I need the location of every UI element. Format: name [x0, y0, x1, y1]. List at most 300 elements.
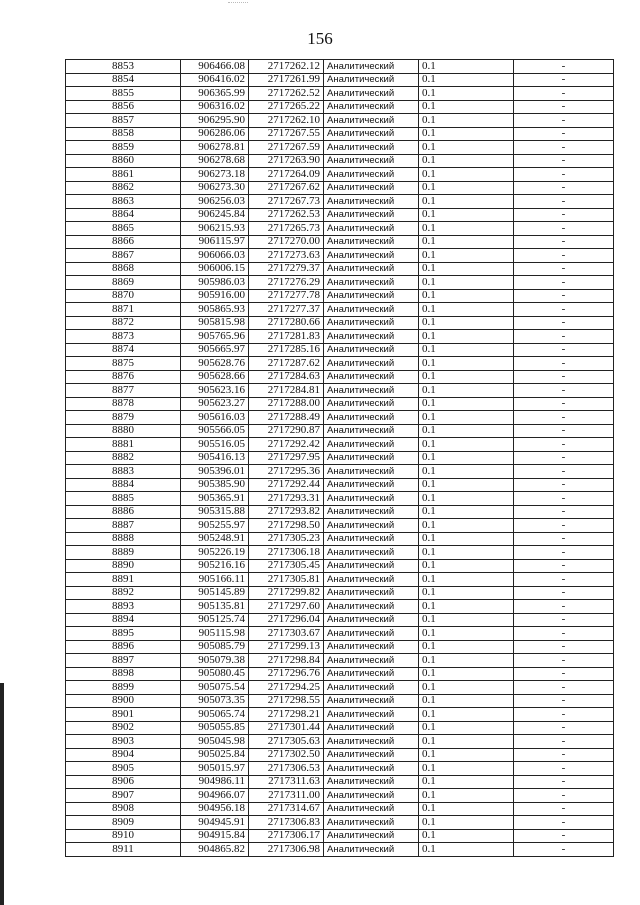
note-cell: - — [514, 262, 614, 276]
accuracy-cell: 0.1 — [419, 802, 514, 816]
note-cell: - — [514, 748, 614, 762]
y-coordinate-cell: 2717273.63 — [249, 249, 324, 263]
table-row — [66, 789, 614, 803]
note-cell: - — [514, 640, 614, 654]
note-cell: - — [514, 762, 614, 776]
y-coordinate-cell: 2717306.83 — [249, 816, 324, 830]
method-cell: Аналитический — [324, 397, 419, 411]
y-coordinate-cell: 2717305.23 — [249, 532, 324, 546]
method-cell: Аналитический — [324, 667, 419, 681]
x-coordinate-cell: 906416.02 — [181, 73, 249, 87]
table-row — [66, 559, 614, 573]
x-coordinate-cell: 905145.89 — [181, 586, 249, 600]
point-number-cell: 8853 — [66, 60, 181, 74]
x-coordinate-cell: 905865.93 — [181, 303, 249, 317]
y-coordinate-cell: 2717288.49 — [249, 411, 324, 425]
point-number-cell: 8905 — [66, 762, 181, 776]
table-row — [66, 654, 614, 668]
y-coordinate-cell: 2717290.87 — [249, 424, 324, 438]
note-cell: - — [514, 397, 614, 411]
point-number-cell: 8863 — [66, 195, 181, 209]
table-row — [66, 222, 614, 236]
method-cell: Аналитический — [324, 208, 419, 222]
point-number-cell: 8854 — [66, 73, 181, 87]
point-number-cell: 8901 — [66, 708, 181, 722]
point-number-cell: 8897 — [66, 654, 181, 668]
point-number-cell: 8904 — [66, 748, 181, 762]
accuracy-cell: 0.1 — [419, 667, 514, 681]
accuracy-cell: 0.1 — [419, 559, 514, 573]
y-coordinate-cell: 2717305.81 — [249, 573, 324, 587]
note-cell: - — [514, 789, 614, 803]
table-row — [66, 829, 614, 843]
point-number-cell: 8870 — [66, 289, 181, 303]
accuracy-cell: 0.1 — [419, 222, 514, 236]
point-number-cell: 8885 — [66, 492, 181, 506]
x-coordinate-cell: 905566.05 — [181, 424, 249, 438]
point-number-cell: 8855 — [66, 87, 181, 101]
table-row — [66, 762, 614, 776]
x-coordinate-cell: 906286.06 — [181, 127, 249, 141]
accuracy-cell: 0.1 — [419, 640, 514, 654]
point-number-cell: 8861 — [66, 168, 181, 182]
table-row — [66, 181, 614, 195]
note-cell: - — [514, 87, 614, 101]
table-row — [66, 424, 614, 438]
accuracy-cell: 0.1 — [419, 748, 514, 762]
x-coordinate-cell: 904986.11 — [181, 775, 249, 789]
table-row — [66, 478, 614, 492]
table-row — [66, 505, 614, 519]
accuracy-cell: 0.1 — [419, 87, 514, 101]
point-number-cell: 8887 — [66, 519, 181, 533]
note-cell: - — [514, 843, 614, 857]
note-cell: - — [514, 708, 614, 722]
note-cell: - — [514, 208, 614, 222]
accuracy-cell: 0.1 — [419, 235, 514, 249]
x-coordinate-cell: 906245.84 — [181, 208, 249, 222]
point-number-cell: 8862 — [66, 181, 181, 195]
accuracy-cell: 0.1 — [419, 478, 514, 492]
y-coordinate-cell: 2717311.63 — [249, 775, 324, 789]
point-number-cell: 8859 — [66, 141, 181, 155]
accuracy-cell: 0.1 — [419, 789, 514, 803]
accuracy-cell: 0.1 — [419, 694, 514, 708]
method-cell: Аналитический — [324, 573, 419, 587]
note-cell: - — [514, 667, 614, 681]
note-cell: - — [514, 330, 614, 344]
point-number-cell: 8890 — [66, 559, 181, 573]
accuracy-cell: 0.1 — [419, 289, 514, 303]
method-cell: Аналитический — [324, 168, 419, 182]
note-cell: - — [514, 694, 614, 708]
table-row — [66, 627, 614, 641]
x-coordinate-cell: 905986.03 — [181, 276, 249, 290]
x-coordinate-cell: 906066.03 — [181, 249, 249, 263]
page-number: 156 — [307, 29, 333, 48]
note-cell: - — [514, 249, 614, 263]
accuracy-cell: 0.1 — [419, 775, 514, 789]
x-coordinate-cell: 905226.19 — [181, 546, 249, 560]
table-row — [66, 573, 614, 587]
accuracy-cell: 0.1 — [419, 127, 514, 141]
y-coordinate-cell: 2717277.37 — [249, 303, 324, 317]
method-cell: Аналитический — [324, 694, 419, 708]
point-number-cell: 8856 — [66, 100, 181, 114]
method-cell: Аналитический — [324, 829, 419, 843]
method-cell: Аналитический — [324, 681, 419, 695]
x-coordinate-cell: 906115.97 — [181, 235, 249, 249]
table-row — [66, 397, 614, 411]
x-coordinate-cell: 905623.27 — [181, 397, 249, 411]
table-row — [66, 438, 614, 452]
y-coordinate-cell: 2717297.95 — [249, 451, 324, 465]
point-number-cell: 8874 — [66, 343, 181, 357]
note-cell: - — [514, 384, 614, 398]
y-coordinate-cell: 2717303.67 — [249, 627, 324, 641]
y-coordinate-cell: 2717298.21 — [249, 708, 324, 722]
table-row — [66, 262, 614, 276]
point-number-cell: 8900 — [66, 694, 181, 708]
table-row — [66, 289, 614, 303]
x-coordinate-cell: 905166.11 — [181, 573, 249, 587]
y-coordinate-cell: 2717298.55 — [249, 694, 324, 708]
table-row — [66, 451, 614, 465]
y-coordinate-cell: 2717295.36 — [249, 465, 324, 479]
table-row — [66, 519, 614, 533]
point-number-cell: 8906 — [66, 775, 181, 789]
note-cell: - — [514, 573, 614, 587]
y-coordinate-cell: 2717293.31 — [249, 492, 324, 506]
accuracy-cell: 0.1 — [419, 519, 514, 533]
y-coordinate-cell: 2717297.60 — [249, 600, 324, 614]
accuracy-cell: 0.1 — [419, 546, 514, 560]
method-cell: Аналитический — [324, 802, 419, 816]
y-coordinate-cell: 2717281.83 — [249, 330, 324, 344]
note-cell: - — [514, 235, 614, 249]
table-row — [66, 100, 614, 114]
y-coordinate-cell: 2717306.53 — [249, 762, 324, 776]
accuracy-cell: 0.1 — [419, 721, 514, 735]
method-cell: Аналитический — [324, 73, 419, 87]
accuracy-cell: 0.1 — [419, 505, 514, 519]
note-cell: - — [514, 451, 614, 465]
point-number-cell: 8896 — [66, 640, 181, 654]
accuracy-cell: 0.1 — [419, 262, 514, 276]
note-cell: - — [514, 775, 614, 789]
accuracy-cell: 0.1 — [419, 424, 514, 438]
y-coordinate-cell: 2717265.22 — [249, 100, 324, 114]
table-row — [66, 276, 614, 290]
x-coordinate-cell: 905115.98 — [181, 627, 249, 641]
accuracy-cell: 0.1 — [419, 600, 514, 614]
note-cell: - — [514, 721, 614, 735]
x-coordinate-cell: 905315.88 — [181, 505, 249, 519]
table-row — [66, 343, 614, 357]
method-cell: Аналитический — [324, 262, 419, 276]
scan-artifact — [228, 2, 248, 9]
table-row — [66, 168, 614, 182]
accuracy-cell: 0.1 — [419, 276, 514, 290]
y-coordinate-cell: 2717262.52 — [249, 87, 324, 101]
y-coordinate-cell: 2717287.62 — [249, 357, 324, 371]
note-cell: - — [514, 424, 614, 438]
y-coordinate-cell: 2717284.81 — [249, 384, 324, 398]
y-coordinate-cell: 2717305.45 — [249, 559, 324, 573]
note-cell: - — [514, 411, 614, 425]
note-cell: - — [514, 114, 614, 128]
y-coordinate-cell: 2717267.55 — [249, 127, 324, 141]
table-row — [66, 492, 614, 506]
x-coordinate-cell: 904956.18 — [181, 802, 249, 816]
x-coordinate-cell: 906273.30 — [181, 181, 249, 195]
note-cell: - — [514, 519, 614, 533]
point-number-cell: 8911 — [66, 843, 181, 857]
method-cell: Аналитический — [324, 154, 419, 168]
x-coordinate-cell: 905616.03 — [181, 411, 249, 425]
note-cell: - — [514, 627, 614, 641]
point-number-cell: 8886 — [66, 505, 181, 519]
y-coordinate-cell: 2717301.44 — [249, 721, 324, 735]
x-coordinate-cell: 905073.35 — [181, 694, 249, 708]
method-cell: Аналитический — [324, 762, 419, 776]
point-number-cell: 8899 — [66, 681, 181, 695]
accuracy-cell: 0.1 — [419, 154, 514, 168]
table-row — [66, 694, 614, 708]
x-coordinate-cell: 905248.91 — [181, 532, 249, 546]
y-coordinate-cell: 2717265.73 — [249, 222, 324, 236]
y-coordinate-cell: 2717284.63 — [249, 370, 324, 384]
table-row — [66, 87, 614, 101]
x-coordinate-cell: 905255.97 — [181, 519, 249, 533]
accuracy-cell: 0.1 — [419, 492, 514, 506]
method-cell: Аналитический — [324, 127, 419, 141]
method-cell: Аналитический — [324, 640, 419, 654]
point-number-cell: 8902 — [66, 721, 181, 735]
table-row — [66, 465, 614, 479]
table-row — [66, 303, 614, 317]
method-cell: Аналитический — [324, 181, 419, 195]
point-number-cell: 8867 — [66, 249, 181, 263]
x-coordinate-cell: 905216.16 — [181, 559, 249, 573]
point-number-cell: 8892 — [66, 586, 181, 600]
accuracy-cell: 0.1 — [419, 316, 514, 330]
accuracy-cell: 0.1 — [419, 397, 514, 411]
accuracy-cell: 0.1 — [419, 249, 514, 263]
note-cell: - — [514, 343, 614, 357]
point-number-cell: 8879 — [66, 411, 181, 425]
table-row — [66, 208, 614, 222]
y-coordinate-cell: 2717276.29 — [249, 276, 324, 290]
note-cell: - — [514, 829, 614, 843]
note-cell: - — [514, 802, 614, 816]
table-row — [66, 154, 614, 168]
x-coordinate-cell: 905075.54 — [181, 681, 249, 695]
y-coordinate-cell: 2717279.37 — [249, 262, 324, 276]
table-row — [66, 640, 614, 654]
method-cell: Аналитический — [324, 775, 419, 789]
x-coordinate-cell: 904966.07 — [181, 789, 249, 803]
table-row — [66, 357, 614, 371]
point-number-cell: 8872 — [66, 316, 181, 330]
x-coordinate-cell: 904915.84 — [181, 829, 249, 843]
accuracy-cell: 0.1 — [419, 357, 514, 371]
note-cell: - — [514, 816, 614, 830]
table-row — [66, 681, 614, 695]
note-cell: - — [514, 168, 614, 182]
x-coordinate-cell: 905015.97 — [181, 762, 249, 776]
table-row — [66, 249, 614, 263]
method-cell: Аналитический — [324, 492, 419, 506]
point-number-cell: 8882 — [66, 451, 181, 465]
accuracy-cell: 0.1 — [419, 465, 514, 479]
accuracy-cell: 0.1 — [419, 343, 514, 357]
y-coordinate-cell: 2717306.18 — [249, 546, 324, 560]
y-coordinate-cell: 2717298.50 — [249, 519, 324, 533]
point-number-cell: 8869 — [66, 276, 181, 290]
table-row — [66, 384, 614, 398]
x-coordinate-cell: 905916.00 — [181, 289, 249, 303]
note-cell: - — [514, 586, 614, 600]
method-cell: Аналитический — [324, 613, 419, 627]
method-cell: Аналитический — [324, 843, 419, 857]
accuracy-cell: 0.1 — [419, 762, 514, 776]
method-cell: Аналитический — [324, 532, 419, 546]
note-cell: - — [514, 505, 614, 519]
y-coordinate-cell: 2717293.82 — [249, 505, 324, 519]
x-coordinate-cell: 905065.74 — [181, 708, 249, 722]
point-number-cell: 8878 — [66, 397, 181, 411]
table-row — [66, 73, 614, 87]
y-coordinate-cell: 2717306.98 — [249, 843, 324, 857]
x-coordinate-cell: 905085.79 — [181, 640, 249, 654]
y-coordinate-cell: 2717314.67 — [249, 802, 324, 816]
point-number-cell: 8893 — [66, 600, 181, 614]
point-number-cell: 8889 — [66, 546, 181, 560]
table-row — [66, 613, 614, 627]
x-coordinate-cell: 905628.76 — [181, 357, 249, 371]
point-number-cell: 8888 — [66, 532, 181, 546]
x-coordinate-cell: 905080.45 — [181, 667, 249, 681]
note-cell: - — [514, 492, 614, 506]
accuracy-cell: 0.1 — [419, 627, 514, 641]
accuracy-cell: 0.1 — [419, 843, 514, 857]
point-number-cell: 8875 — [66, 357, 181, 371]
y-coordinate-cell: 2717267.62 — [249, 181, 324, 195]
method-cell: Аналитический — [324, 60, 419, 74]
point-number-cell: 8880 — [66, 424, 181, 438]
accuracy-cell: 0.1 — [419, 384, 514, 398]
method-cell: Аналитический — [324, 559, 419, 573]
point-number-cell: 8883 — [66, 465, 181, 479]
accuracy-cell: 0.1 — [419, 73, 514, 87]
accuracy-cell: 0.1 — [419, 60, 514, 74]
method-cell: Аналитический — [324, 100, 419, 114]
accuracy-cell: 0.1 — [419, 370, 514, 384]
y-coordinate-cell: 2717299.13 — [249, 640, 324, 654]
x-coordinate-cell: 905385.90 — [181, 478, 249, 492]
scan-edge-shadow — [0, 683, 4, 905]
x-coordinate-cell: 905055.85 — [181, 721, 249, 735]
x-coordinate-cell: 905135.81 — [181, 600, 249, 614]
point-number-cell: 8903 — [66, 735, 181, 749]
table-row — [66, 843, 614, 857]
y-coordinate-cell: 2717292.44 — [249, 478, 324, 492]
method-cell: Аналитический — [324, 330, 419, 344]
point-number-cell: 8868 — [66, 262, 181, 276]
note-cell: - — [514, 546, 614, 560]
table-row — [66, 586, 614, 600]
accuracy-cell: 0.1 — [419, 654, 514, 668]
table-row — [66, 721, 614, 735]
note-cell: - — [514, 438, 614, 452]
point-number-cell: 8858 — [66, 127, 181, 141]
note-cell: - — [514, 613, 614, 627]
x-coordinate-cell: 906295.90 — [181, 114, 249, 128]
table-row — [66, 60, 614, 74]
note-cell: - — [514, 316, 614, 330]
point-number-cell: 8910 — [66, 829, 181, 843]
x-coordinate-cell: 906256.03 — [181, 195, 249, 209]
method-cell: Аналитический — [324, 748, 419, 762]
table-row — [66, 370, 614, 384]
accuracy-cell: 0.1 — [419, 681, 514, 695]
x-coordinate-cell: 905623.16 — [181, 384, 249, 398]
y-coordinate-cell: 2717296.76 — [249, 667, 324, 681]
x-coordinate-cell: 906215.93 — [181, 222, 249, 236]
accuracy-cell: 0.1 — [419, 829, 514, 843]
x-coordinate-cell: 905815.98 — [181, 316, 249, 330]
point-number-cell: 8909 — [66, 816, 181, 830]
accuracy-cell: 0.1 — [419, 708, 514, 722]
method-cell: Аналитический — [324, 465, 419, 479]
point-number-cell: 8857 — [66, 114, 181, 128]
note-cell: - — [514, 289, 614, 303]
method-cell: Аналитический — [324, 654, 419, 668]
y-coordinate-cell: 2717267.73 — [249, 195, 324, 209]
y-coordinate-cell: 2717298.84 — [249, 654, 324, 668]
y-coordinate-cell: 2717264.09 — [249, 168, 324, 182]
y-coordinate-cell: 2717262.10 — [249, 114, 324, 128]
method-cell: Аналитический — [324, 735, 419, 749]
x-coordinate-cell: 905125.74 — [181, 613, 249, 627]
accuracy-cell: 0.1 — [419, 573, 514, 587]
table-row — [66, 600, 614, 614]
note-cell: - — [514, 654, 614, 668]
note-cell: - — [514, 141, 614, 155]
table-body — [66, 60, 614, 857]
x-coordinate-cell: 904865.82 — [181, 843, 249, 857]
y-coordinate-cell: 2717263.90 — [249, 154, 324, 168]
note-cell: - — [514, 600, 614, 614]
y-coordinate-cell: 2717311.00 — [249, 789, 324, 803]
method-cell: Аналитический — [324, 424, 419, 438]
method-cell: Аналитический — [324, 235, 419, 249]
note-cell: - — [514, 303, 614, 317]
x-coordinate-cell: 906278.81 — [181, 141, 249, 155]
x-coordinate-cell: 905079.38 — [181, 654, 249, 668]
y-coordinate-cell: 2717280.66 — [249, 316, 324, 330]
method-cell: Аналитический — [324, 451, 419, 465]
note-cell: - — [514, 222, 614, 236]
method-cell: Аналитический — [324, 721, 419, 735]
accuracy-cell: 0.1 — [419, 816, 514, 830]
y-coordinate-cell: 2717267.59 — [249, 141, 324, 155]
y-coordinate-cell: 2717292.42 — [249, 438, 324, 452]
table-row — [66, 127, 614, 141]
note-cell: - — [514, 181, 614, 195]
accuracy-cell: 0.1 — [419, 438, 514, 452]
